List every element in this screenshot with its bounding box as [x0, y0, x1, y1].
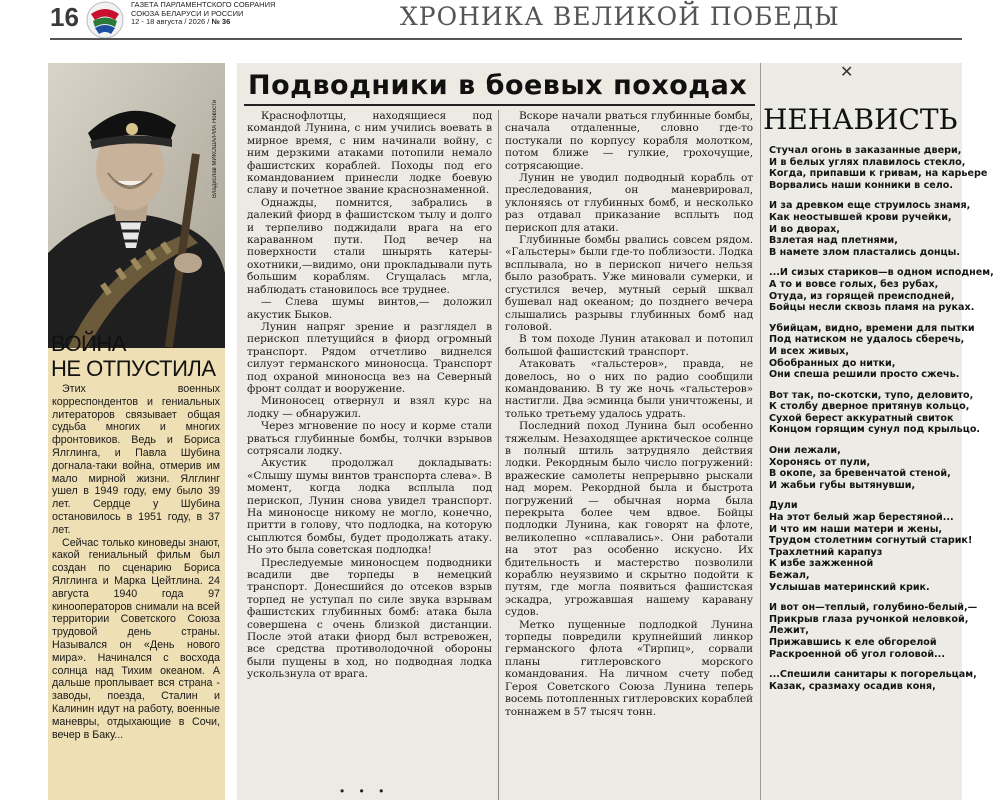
- poem-line: К избе зажженной: [769, 558, 874, 570]
- poem-line: ...И сизых стариков—в одном исподнем,: [769, 267, 994, 279]
- article-column-1: [247, 110, 492, 681]
- poem-line: К столбу дверное притянув кольцо,: [769, 401, 970, 413]
- sidebar-text: [52, 383, 220, 741]
- poem-line: В окопе, за бревенчатой стеной,: [769, 468, 951, 480]
- poem-line: Раскроенной об угол головой...: [769, 648, 945, 660]
- poem-stanza: [769, 145, 988, 191]
- poem-line: На этот белый жар берестяной...: [769, 512, 954, 524]
- poem-line: Когда, припавши к гривам, на карьере: [769, 168, 988, 180]
- poem-line: ...Спешили санитары к погорельцам,: [769, 669, 977, 681]
- poem-stanza: [769, 200, 971, 258]
- article-column-2: [505, 110, 753, 718]
- article-paragraph: Лунин напряг зрение и разглядел в перископ плетущийся в фиорд огромный транспорт. Рядом отчетливо виднелся силуэт германского миноносца. Транспорт под охраной миноносца вез на Северный фронт солдат и вооружение.: [247, 320, 492, 395]
- photo-credit: Владислав МИКОША/РИА Новости: [212, 99, 218, 198]
- article-paragraph: Атаковать «гальстеров», правда, не довелось, но о них по радио сообщили командованию. В ту же ночь «гальстеров» настигли. Два эсминца были уничтожены, и только третьему удалось удрать.: [505, 358, 753, 420]
- poem-stanza: [769, 500, 973, 593]
- article-paragraph: Акустик продолжал докладывать: «Слышу шумы винтов транспорта слева». В момент, когда лодка всплыла под перископ, Лунин снова увидел транспорт. На миноносце никому не могло, конечно, притти в голову, что подлодка, на которую сыплются бомбы, будет продолжать атаку. Но это была советская подлодка!: [247, 457, 492, 557]
- article-paragraph: В том походе Лунин атаковал и потопил большой фашистский транспорт.: [505, 333, 753, 358]
- section-title: ХРОНИКА ВЕЛИКОЙ ПОБЕДЫ: [400, 2, 840, 31]
- poem-line: Убийцам, видно, времени для пытки: [769, 322, 975, 334]
- poem-line: Бежал,: [769, 570, 810, 581]
- page-header: [0, 0, 962, 40]
- poem-line: Дули: [769, 500, 798, 512]
- article-paragraph: — Слева шумы винтов,— доложил акустик Быков.: [247, 296, 492, 321]
- sidebar-headline: ВОЙНА НЕ ОТПУСТИЛА: [51, 331, 216, 381]
- article-paragraph: Через мгновение по носу и корме стали рваться глубинные бомбы, толчки взрывов сотрясали лодку.: [247, 420, 492, 457]
- sailor-portrait-photo: [48, 63, 225, 348]
- poem-stanza: [769, 669, 977, 692]
- poem-line: Лежит,: [769, 625, 809, 637]
- poem-line: Отуда, из горящей преисподней,: [769, 290, 955, 302]
- poem-line: Под натиском не удалось сберечь,: [769, 334, 965, 346]
- poem-title: НЕНАВИСТЬ: [763, 103, 958, 136]
- article-paragraph: Последний поход Лунина был особенно тяжелым. Незаходящее арктическое солнце в полный штиль затрудняло действия лодки. Рекордным было число погружений: вражеские самолеты непрерывно рыскали над морем. Рекордной была и быстрота погружений — обычная норма была перекрыта более чем вдвое. Бойцы подлодки Лунина, как говорят на флоте, великолепно «сплавались». Они работали на этот раз особенно искусно. Их бдительность и мастерство позволили кораблю неуязвимо и скрытно подойти к путям, где могла появиться фашистская эскадра, угрожавшая нашему каравану судов.: [505, 420, 753, 619]
- poem-line: Бойцы несли сквозь пламя на руках.: [769, 302, 975, 314]
- poem-line: Они лежали,: [769, 445, 841, 457]
- poem-stanza: [769, 322, 975, 381]
- poem-stanza: [769, 602, 978, 660]
- poem-line: В намете злом пластались донцы.: [769, 246, 960, 258]
- poem-line: Прижавшись к еле обгорелой: [769, 636, 937, 648]
- page-number: 16: [50, 2, 79, 32]
- poem-line: И во дворах,: [769, 223, 840, 235]
- poem-line: Трудом столетним согнутый старик!: [769, 535, 973, 547]
- poem-line: А то и вовсе голых, без рубах,: [769, 278, 939, 290]
- article-title: Подводники в боевых походах: [248, 70, 748, 101]
- poem-text: [769, 145, 994, 701]
- article-paragraph: Глубинные бомбы рвались совсем рядом. «Гальстеры» были где-то поблизости. Лодка всплывала, но в перископ ничего нельзя было разобрать. Уже миновали сумерки, и сгустился вечер, мутный серый шквал бушевал над океаном; до позднего вечера слышались разрывы глубинных бомб над головой.: [505, 234, 753, 333]
- article-paragraph: Преследуемые миноносцем подводники всадили две торпеды в немецкий транспорт. Донесшийся до отсеков взрыв торпед не уступал по силе звука взрывам фашистских глубинных бомб: атака была совершена с очень близкой дистанции. После этой атаки фиорд был встревожен, все средства противолодочной обороны были пущены в ход, но подводная лодка ускользнула от врага.: [247, 556, 492, 681]
- poem-line: Концом горящим сунул под крыльцо.: [769, 424, 981, 436]
- poem-line: Прикрыв глаза ручонкой неловкой,: [769, 613, 969, 625]
- poem-line: Стучал огонь в заказанные двери,: [769, 145, 962, 156]
- sidebar-paragraph: Сейчас только киноведы знают, какой гениальный фильм был создан по сценарию Бориса Ялглинга и Марка Цейтлина. 24 августа 1940 года 97 кинооператоров снимали на всей территории Советского Союза трудовой день страны. Назывался он «День нового мира». Начинался с восхода солнца над Тихим океаном. А дальше проплывает вся страна - заводы, поезда, Сталин и Калинин идут на работу, военные маневры, отдыхающие в Сочи, вечер в Баку...: [52, 536, 220, 741]
- poem-line: Трахлетний карапуз: [769, 546, 883, 558]
- poem-line: Ворвались наши конники в село.: [769, 179, 954, 191]
- poem-line: И за древком еще струилось знамя,: [769, 200, 971, 212]
- poem-line: Взлетая над плетнями,: [769, 235, 898, 247]
- poem-divider: [760, 63, 761, 800]
- poem-line: Вот так, по-скотски, тупо, деловито,: [769, 389, 974, 401]
- column-divider: [498, 110, 499, 800]
- poem-line: И что им наши матери и жены,: [769, 523, 943, 535]
- article-paragraph: Миноносец отвернул и взял курс на лодку — обнаружил.: [247, 395, 492, 420]
- poem-line: И всех живых,: [769, 345, 850, 357]
- poem-line: И в белых углях плавилось стекло,: [769, 156, 966, 168]
- article-paragraph: Однажды, помнится, забрались в далекий фиорд в фашистском тылу и долго и терпеливо поджидали врага на его караванном пути. Под вечер на поверхности стали шнырять катеры-охотники,—видимо, они прокладывали путь большим кораблям. Сгущалась мгла, наблюдать становилось все труднее.: [247, 196, 492, 296]
- poem-line: Они спеша решили просто сжечь.: [769, 369, 960, 381]
- poem-line: Казак, сразмаху осадив коня,: [769, 680, 936, 692]
- poem-line: Как неостывшей крови ручейки,: [769, 211, 952, 223]
- poem-line: Хоронясь от пули,: [769, 456, 871, 468]
- poem-line: И вот он—теплый, голубино-белый,—: [769, 602, 978, 614]
- poem-stanza: [769, 267, 994, 314]
- title-divider: [244, 104, 755, 106]
- section-separator: • • •: [340, 784, 390, 798]
- article-paragraph: Краснофлотцы, находящиеся под командой Лунина, с ним учились воевать в мирное время, с ним начинали войну, с ним дерзкими атаками потопили немало фашистских кораблей. Походы под его командованием принесли лодке боевую славу и почетное звание краснознаменной.: [247, 110, 492, 197]
- header-divider: [50, 38, 962, 40]
- poem-line: И жабьи губы вытянувши,: [769, 479, 916, 491]
- publication-info: ГАЗЕТА ПАРЛАМЕНТСКОГО СОБРАНИЯ СОЮЗА БЕЛАРУСИ И РОССИИ 12 - 18 августа / 2026 / № 36: [131, 0, 276, 26]
- article-paragraph: Вскоре начали рваться глубинные бомбы, сначала отдаленные, словно где-то постукали по корпусу корабля молотком, потом ближе — гулкие, грохочущие, сотрясающие.: [505, 110, 753, 172]
- decorative-star-icon: ✕: [840, 64, 854, 81]
- poem-line: Услышав материнский крик.: [769, 581, 930, 593]
- article-paragraph: Метко пущенные подлодкой Лунина торпеды повредили крупнейший линкор германского флота «Тирпиц», сорвали планы гитлеровского морского командования. На личном счету побед Героя Советского Союза Лунина теперь восемь потопленных гитлеровских кораблей тоннажем в 57 тысяч тонн.: [505, 618, 753, 718]
- sidebar-paragraph: Этих военных корреспондентов и гениальных литераторов связывает общая судьба многих и многих фронтовиков. Ведь и Бориса Ялглинга, и Павла Шубина догнала-таки война, отмерив им мало мирной жизни. Ялглинг ушел в 1949 году, ему было 39 лет. Сердце у Шубина остановилось в 1951 году, в 37 лет.: [52, 383, 220, 536]
- poem-line: Сухой берест аккуратный свиток: [769, 412, 954, 424]
- union-logo-icon: [85, 0, 125, 40]
- poem-stanza: [769, 445, 957, 491]
- poem-stanza: [769, 389, 981, 436]
- poem-line: Обобранных до нитки,: [769, 357, 896, 369]
- article-paragraph: Лунин не уводил подводный корабль от преследования, он маневрировал, уклоняясь от глубинных бомб, и несколько раз отдавал приказание всплыть под перископ для атаки.: [505, 172, 753, 234]
